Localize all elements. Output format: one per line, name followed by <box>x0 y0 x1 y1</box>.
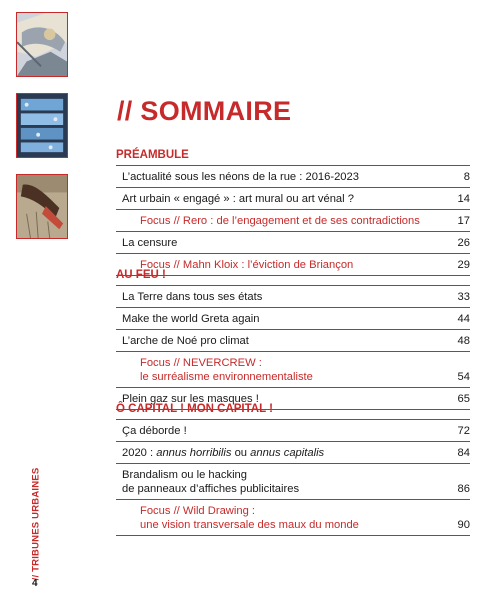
toc-entry[interactable] <box>116 232 470 254</box>
entry-page: 48 <box>457 335 470 347</box>
page-number: 4 <box>32 578 38 589</box>
entry-page: 90 <box>457 519 470 531</box>
entry-subtitle: de panneaux d’affiches publicitaires <box>122 483 300 495</box>
toc-entry-focus[interactable] <box>116 352 470 388</box>
entry-page: 72 <box>457 425 470 437</box>
entry-title: Ça déborde ! <box>122 425 187 437</box>
entry-page: 86 <box>457 483 470 495</box>
section-heading: PRÉAMBULE <box>116 148 470 166</box>
toc-section-capital <box>116 402 470 536</box>
toc-section-au-feu <box>116 268 470 410</box>
entry-page: 44 <box>457 313 470 325</box>
entry-subtitle: une vision transversale des maux du monde <box>140 519 359 531</box>
entry-page: 33 <box>457 291 470 303</box>
entry-title: L’arche de Noé pro climat <box>122 335 249 347</box>
artwork-thumbnail-2 <box>16 93 68 158</box>
toc-entry[interactable] <box>116 464 470 500</box>
entry-subtitle: le surréalisme environnementaliste <box>140 371 313 383</box>
toc-section-preambule <box>116 148 470 276</box>
section-heading: AU FEU ! <box>116 268 470 286</box>
entry-page: 14 <box>457 193 470 205</box>
toc-entry-focus[interactable] <box>116 210 470 232</box>
entry-page: 29 <box>457 259 470 271</box>
entry-title: Brandalism ou le hacking <box>122 469 247 481</box>
toc-entry-focus[interactable] <box>116 500 470 536</box>
page-title: // SOMMAIRE <box>117 96 292 126</box>
entry-page: 84 <box>457 447 470 459</box>
toc-entry[interactable] <box>116 420 470 442</box>
entry-page: 54 <box>457 371 470 383</box>
toc-entry[interactable] <box>116 330 470 352</box>
entry-title: L’actualité sous les néons de la rue : 2016-2023 <box>122 171 359 183</box>
entry-title: Focus // NEVERCREW : <box>140 357 262 369</box>
toc-entry[interactable] <box>116 166 470 188</box>
entry-title: Focus // Wild Drawing : <box>140 505 256 517</box>
entry-page: 65 <box>457 393 470 405</box>
entry-title: 2020 : annus horribilis ou annus capitalis <box>122 447 325 459</box>
entry-title: Focus // Rero : de l’engagement et de ses contradictions <box>140 215 420 227</box>
entry-title: Make the world Greta again <box>122 313 260 325</box>
entry-title: La Terre dans tous ses états <box>122 291 263 303</box>
entry-page: 8 <box>463 171 470 183</box>
artwork-thumbnail-1 <box>16 12 68 77</box>
artwork-thumbnail-3 <box>16 174 68 239</box>
series-label: // TRIBUNES URBAINES <box>30 467 42 581</box>
toc-entry[interactable] <box>116 188 470 210</box>
entry-title: Focus // Mahn Kloix : l’éviction de Briançon <box>140 259 354 271</box>
entry-page: 26 <box>457 237 470 249</box>
toc-entry[interactable] <box>116 442 470 464</box>
toc-entry[interactable] <box>116 308 470 330</box>
entry-title: Plein gaz sur les masques ! <box>122 393 259 405</box>
section-heading: Ô CAPITAL ! MON CAPITAL ! <box>116 402 470 420</box>
toc-entry[interactable] <box>116 286 470 308</box>
entry-page: 17 <box>457 215 470 227</box>
entry-title: La censure <box>122 237 178 249</box>
entry-title: Art urbain « engagé » : art mural ou art vénal ? <box>122 193 354 205</box>
